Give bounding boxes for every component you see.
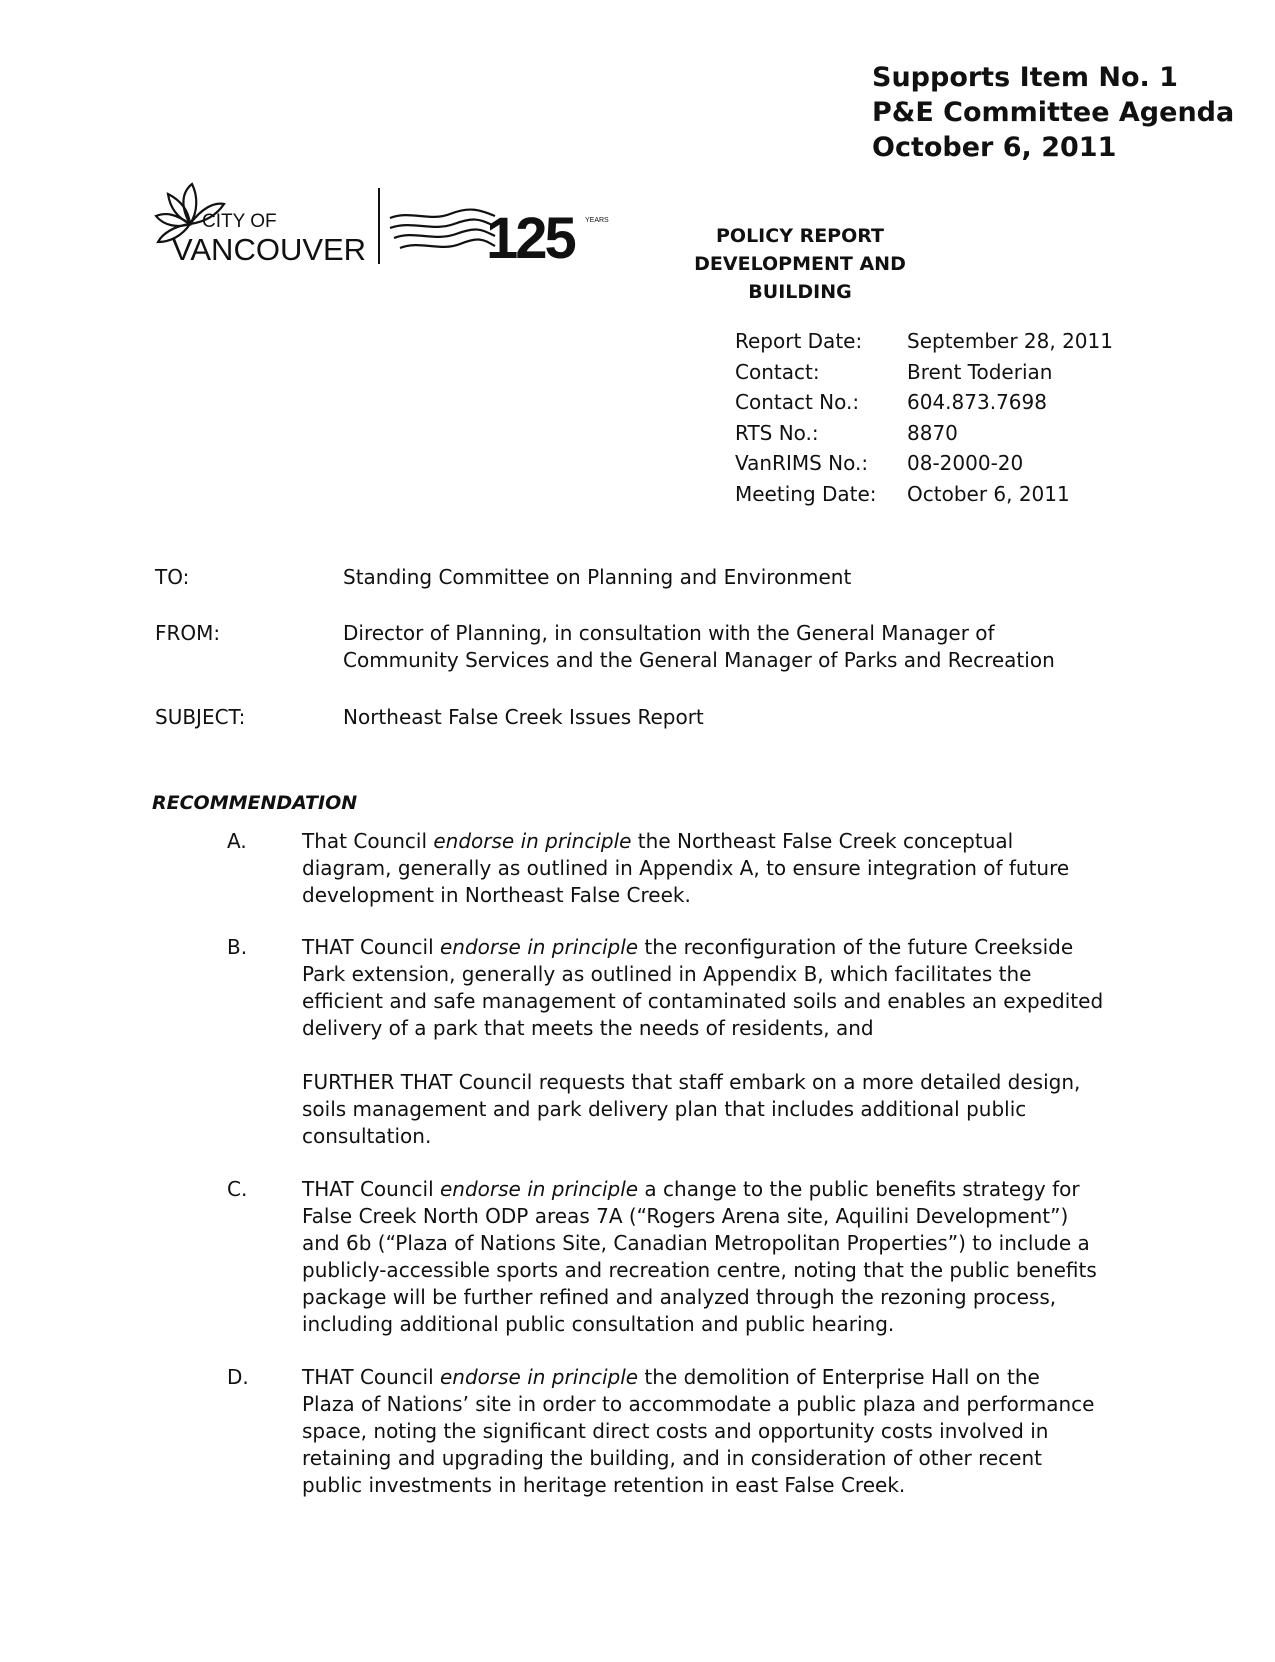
agenda-date-line: October 6, 2011: [872, 132, 1117, 163]
meta-value: 8870: [907, 420, 958, 445]
item-body: [302, 1364, 1132, 1499]
meta-row-contact-no: [735, 387, 1113, 418]
logo-125: 125: [486, 206, 574, 271]
item-line: diagram, generally as outlined in Appendix A, to ensure integration of future: [302, 856, 1070, 880]
item-letter: A.: [227, 829, 247, 853]
item-line: space, noting the significant direct costs and opportunity costs involved in: [302, 1419, 1049, 1443]
meta-value: 604.873.7698: [907, 390, 1047, 414]
report-type-line2: DEVELOPMENT AND BUILDING: [694, 253, 906, 303]
recommendation-item-a: [227, 828, 1147, 912]
item-line: development in Northeast False Creek.: [302, 883, 691, 907]
item-line: publicly-accessible sports and recreation centre, noting that the public benefits: [302, 1258, 1097, 1282]
item-emphasis: endorse in principle: [439, 935, 639, 959]
item-intro: That Council: [302, 829, 434, 853]
to-label: TO:: [155, 565, 190, 589]
item-intro: THAT Council: [302, 1365, 440, 1389]
meta-row-rts-no: [735, 418, 1113, 449]
meta-row-meeting-date: [735, 479, 1113, 510]
item-first-line-rest: the Northeast False Creek conceptual: [631, 829, 1014, 853]
item-line: retaining and upgrading the building, and in consideration of other recent: [302, 1446, 1042, 1470]
meta-row-contact: [735, 357, 1113, 388]
subject-line: Northeast False Creek Issues Report: [343, 705, 704, 729]
recommendation-item-d: [227, 1364, 1147, 1502]
item-further-line: soils management and park delivery plan that includes additional public: [302, 1097, 1027, 1121]
logo-graphic: [150, 180, 620, 280]
meta-label: RTS No.:: [735, 420, 819, 445]
address-to: [155, 564, 1155, 594]
recommendation-item-c: [227, 1176, 1147, 1341]
item-first-line: [302, 828, 1132, 855]
subject-label: SUBJECT:: [155, 705, 246, 729]
item-further-line: consultation.: [302, 1124, 432, 1148]
paragraph-gap: [302, 1042, 1132, 1069]
report-meta: [735, 326, 1113, 509]
meta-value: 08-2000-20: [907, 451, 1024, 475]
item-line: False Creek North ODP areas 7A (“Rogers Arena site, Aquilini Development”): [302, 1204, 1069, 1228]
item-line: Plaza of Nations’ site in order to accommodate a public plaza and performance: [302, 1392, 1095, 1416]
meta-label: Meeting Date:: [735, 481, 877, 506]
item-intro: THAT Council: [302, 935, 440, 959]
from-value: [343, 620, 1103, 674]
item-first-line-rest: the demolition of Enterprise Hall on the: [638, 1365, 1040, 1389]
recommendation-item-b: [227, 934, 1147, 1154]
item-line: efficient and safe management of contaminated soils and enables an expedited: [302, 989, 1104, 1013]
item-emphasis: endorse in principle: [439, 1365, 639, 1389]
city-of-vancouver-logo: [150, 180, 620, 280]
meta-row-report-date: [735, 326, 1113, 357]
item-letter: D.: [227, 1365, 249, 1389]
item-emphasis: endorse in principle: [439, 1177, 639, 1201]
meta-value: Brent Toderian: [907, 359, 1053, 384]
from-line: Community Services and the General Manager of Parks and Recreation: [343, 648, 1055, 672]
address-from: [155, 620, 1155, 676]
logo-city-of: CITY OF: [202, 211, 277, 232]
from-label: FROM:: [155, 621, 221, 645]
logo-vancouver: VANCOUVER: [172, 232, 367, 267]
item-intro: THAT Council: [302, 1177, 440, 1201]
address-subject: [155, 704, 1155, 734]
item-first-line-rest: a change to the public benefits strategy for: [638, 1177, 1080, 1201]
subject-value: [343, 704, 1103, 731]
meta-label: VanRIMS No.:: [735, 451, 869, 475]
item-line: Park extension, generally as outlined in Appendix B, which facilitates the: [302, 962, 1032, 986]
logo-years: YEARS: [585, 217, 609, 224]
item-line: package will be further refined and analyzed through the rezoning process,: [302, 1285, 1057, 1309]
waves-icon: [390, 210, 495, 248]
item-first-line-rest: the reconfiguration of the future Creekside: [638, 935, 1074, 959]
item-first-line: [302, 1176, 1132, 1203]
from-line: Director of Planning, in consultation with the General Manager of: [343, 621, 995, 645]
recommendation-heading: RECOMMENDATION: [152, 792, 358, 814]
supports-item-line: Supports Item No. 1: [872, 62, 1178, 93]
item-further-line: FURTHER THAT Council requests that staff embark on a more detailed design,: [302, 1070, 1081, 1094]
meta-value: October 6, 2011: [907, 481, 1070, 506]
item-emphasis: endorse in principle: [433, 829, 632, 853]
meta-label: Report Date:: [735, 329, 863, 353]
meta-value: September 28, 2011: [907, 329, 1113, 353]
item-first-line: [302, 934, 1132, 961]
meta-row-vanrims-no: [735, 448, 1113, 479]
item-letter: B.: [227, 935, 248, 959]
item-first-line: [302, 1364, 1132, 1391]
to-value: [343, 564, 1103, 591]
item-body: [302, 828, 1132, 909]
supports-item-block: [872, 60, 1234, 165]
item-body: [302, 1176, 1132, 1338]
meta-label: Contact No.:: [735, 390, 860, 414]
report-type: [640, 222, 960, 306]
committee-agenda-line: P&E Committee Agenda: [872, 97, 1235, 128]
item-line: and 6b (“Plaza of Nations Site, Canadian Metropolitan Properties”) to include a: [302, 1231, 1090, 1255]
report-type-line1: POLICY REPORT: [716, 225, 884, 247]
item-line: public investments in heritage retention in east False Creek.: [302, 1473, 906, 1497]
to-line: Standing Committee on Planning and Environment: [343, 565, 852, 589]
item-line: delivery of a park that meets the needs of residents, and: [302, 1016, 874, 1040]
meta-label: Contact:: [735, 359, 820, 384]
item-line: including additional public consultation and public hearing.: [302, 1312, 895, 1336]
item-body: [302, 934, 1132, 1150]
item-letter: C.: [227, 1177, 248, 1201]
